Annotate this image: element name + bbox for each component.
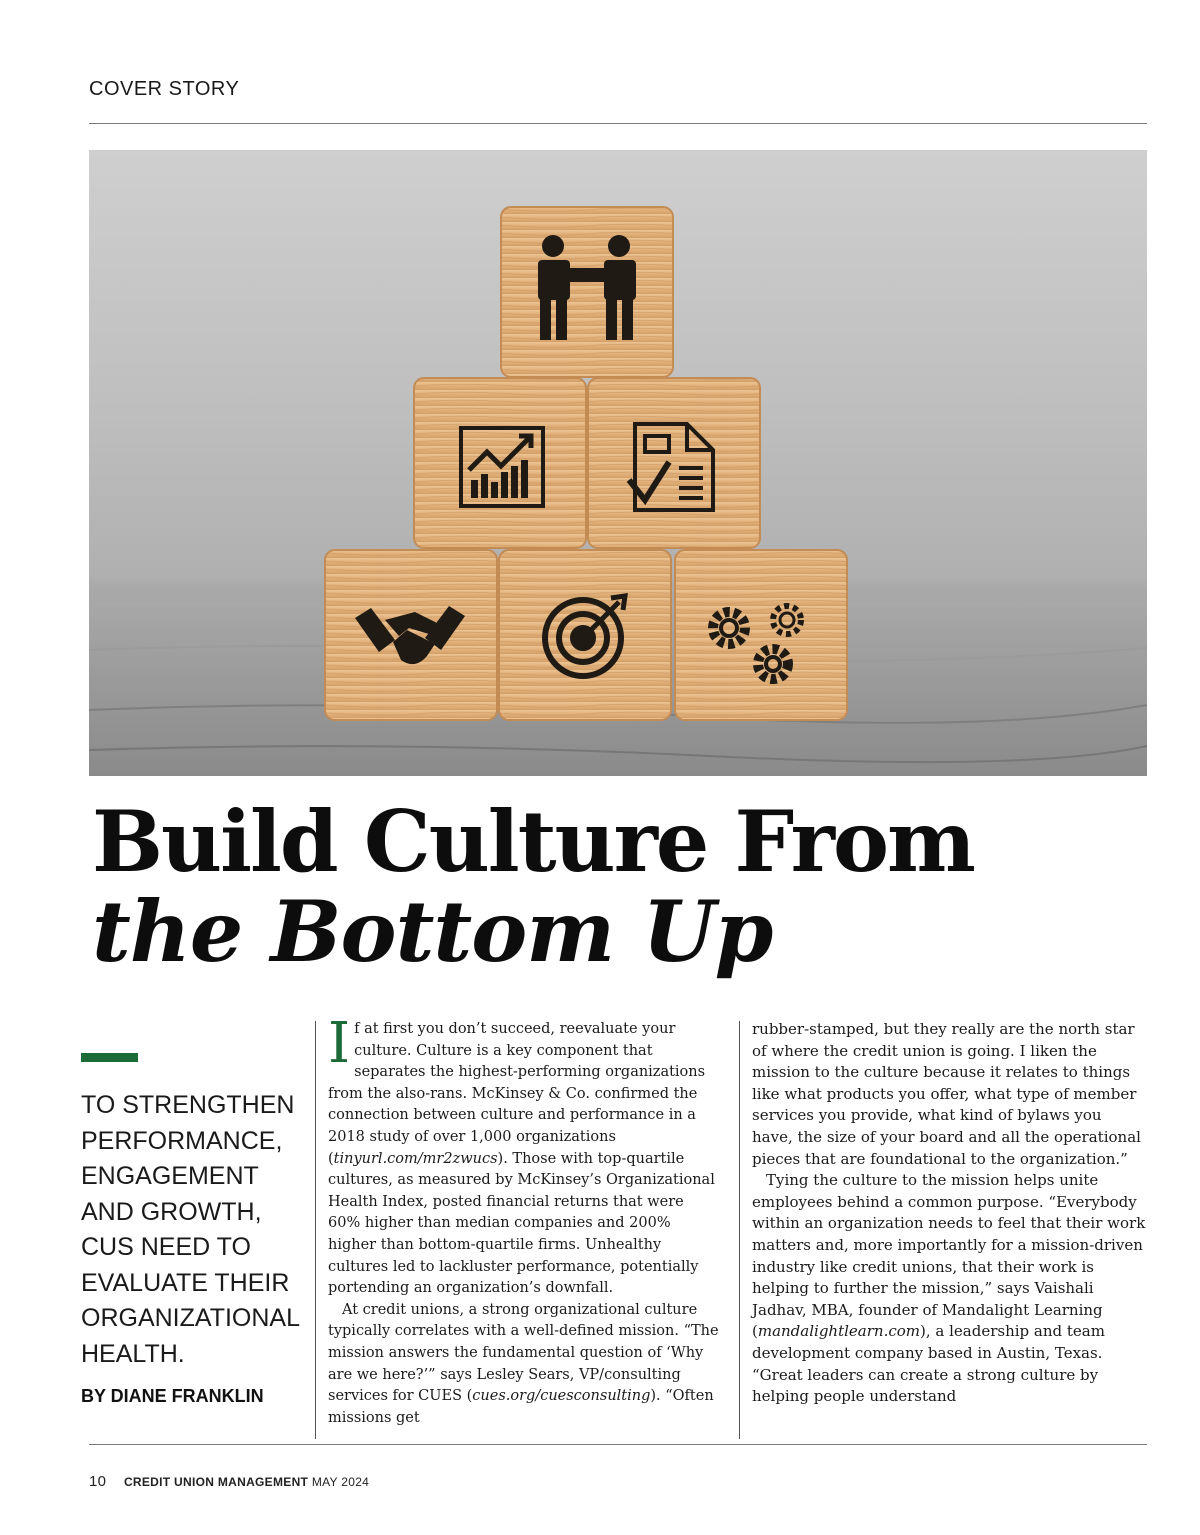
article-paragraph: If at first you don’t succeed, reevaluate your culture. Culture is a key component that separates the highest-performing organizations from the also-rans. McKinsey & Co. confirmed the connection between culture and performance in a 2018 study of over 1,000 organizations (tinyurl.com/mr2zwucs). Those with top-quartile cultures, as measured by McKinsey’s Organizational Health Index, posted financial returns that were 60% higher than median companies and 200% higher than bottom-quartile firms. Unhealthy cultures led to lackluster performance, potentially portending an organization’s downfall. [328,1011,715,1297]
footer [89,1473,369,1490]
article-link[interactable]: mandalightlearn.com [757,1322,920,1341]
footer-rule [89,1444,1147,1445]
publication-name: CREDIT UNION MANAGEMENT [123,1475,309,1489]
issue-date: MAY 2024 [311,1475,370,1489]
article-column-2 [752,1019,1147,1408]
middle-left-block [414,378,586,548]
article-paragraph: rubber-stamped, but they really are the north star of where the credit union is going. I liken the mission to the culture because it relates to things like what products you offer, what type of member services you provide, what kind of bylaws you have, the size of your board and all the operational pieces that are foundational to the organization.” [752,1020,1141,1168]
article-link[interactable]: cues.org/cuesconsulting [472,1388,651,1405]
article-paragraph: Tying the culture to the mission helps unite employees behind a common purpose. “Everybody within an organization needs to feel that their work matters and, more importantly for a mission-driven industry like credit unions, that their work is helping to further the mission,” says Vaishali Jadhav, MBA, founder of Mandalight Learning (mandalightlearn.com), a leadership and team development company based in Austin, Texas. “Great leaders can create a strong culture by helping people understand [752,1171,1146,1406]
bottom-left-block [325,550,497,720]
bottom-middle-block [499,550,671,720]
headline-line-1: Build Culture From [92,792,974,891]
article-paragraph: At credit unions, a strong organizational culture typically correlates with a well-defined mission. “The mission answers the fundamental question of ‘Why are we here?’” says Lesley Sears, VP/consulting services for CUES (cues.org/cuesconsulting). “Often missions get [328,1301,719,1426]
top-block [501,207,673,377]
page-number: 10 [89,1473,107,1490]
byline: BY DIANE FRANKLIN [81,1386,264,1406]
headline-line-2: the Bottom Up [92,882,773,981]
middle-right-block [588,378,760,548]
accent-bar [81,1053,138,1062]
column-divider [315,1021,316,1439]
article-column-1 [328,1011,720,1429]
column-divider [739,1021,740,1439]
drop-cap: I [328,1011,351,1076]
header-rule [89,123,1147,124]
bottom-right-block [675,550,847,720]
article-link[interactable]: tinyurl.com/mr2zwucs [333,1150,498,1167]
headline [92,792,1142,981]
hero-image [89,150,1147,776]
deck: TO STRENGTHEN PERFORMANCE, ENGAGEMENT AND GROWTH, CUS NEED TO EVALUATE THEIR ORGANIZATIONAL HEALTH. [81,1091,300,1368]
section-label: COVER STORY [89,78,240,100]
